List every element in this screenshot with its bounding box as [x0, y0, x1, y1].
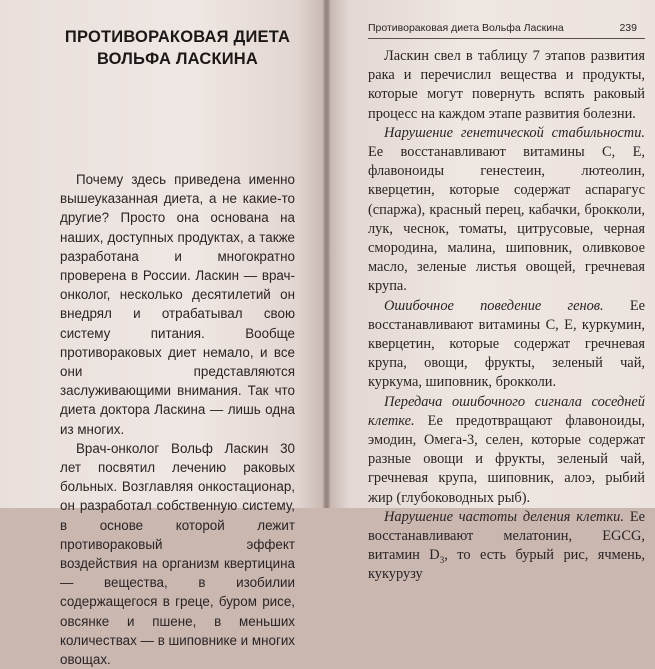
running-head — [368, 22, 645, 39]
stage-paragraph-1 — [368, 124, 645, 297]
running-head-title: Противораковая диета Вольфа Ласкина — [368, 22, 564, 34]
paragraph-1: Почему здесь приведена именно вышеуказанная диета, а не какие-то другие? Просто она основана на наших, доступных продуктах, а также разработана и многократно проверена в России. Ласкин — врач-онколог, несколько десятилетий он внедрял и отрабатывал свою систему питания. Вообще противораковых диет немало, и все они представляются заслуживающими внимания. Так что диета доктора Ласкина — лишь одна из многих. — [60, 172, 295, 437]
stage-paragraph-3 — [368, 393, 645, 508]
chapter-title-line-1: ПРОТИВОРАКОВАЯ ДИЕТА — [64, 28, 291, 46]
page-number: 239 — [619, 22, 637, 34]
book-gutter — [323, 0, 330, 508]
stage-text-3: Ее предотвращают флавоноиды, эмодин, Омега-3, селен, которые содержат разные овощи и фрукты, зеленый чай, гречневая крупа, шиповник, алоэ, рыбий жир (глубоководных рыб). — [368, 412, 645, 506]
right-page — [330, 0, 655, 583]
chapter-title — [60, 26, 295, 70]
stage-heading-4: Нарушение частоты деления клетки. — [384, 508, 624, 525]
left-page-body — [60, 170, 295, 669]
right-page-body — [368, 47, 645, 585]
stage-text-4-subscript: 3 — [439, 555, 445, 566]
stage-heading-3: Передача ошибочного сигнала соседней клетке. — [368, 393, 645, 429]
stage-text-4b: , то есть бурый рис, ячмень, кукурузу — [368, 547, 645, 583]
left-page — [0, 0, 323, 668]
stage-text-4a: Ее восстанавливают мелатонин, EGCG, витамин D — [368, 508, 645, 564]
paragraph-2: Врач-онколог Вольф Ласкин 30 лет посвятил лечению раковых больных. Возглавляя онкостационар, он разработал собственную систему, в основе которой лежит противораковый эффект воздействия на организм квертицина — вещества, в изобилии содержащегося в греце, буром рисе, овсянке и пшене, в меньших количествах — в шиповнике и многих овощах. — [60, 440, 295, 668]
stage-text-2: Ее восстанавливают витамины С, Е, куркумин, кверцетин, которые содержат гречневая крупа, овощи, фрукты, зеленый чай, куркума, шиповник, брокколи. — [368, 297, 645, 391]
stage-heading-1: Нарушение генетической стабильности. — [384, 124, 645, 141]
stage-paragraph-4 — [368, 508, 645, 585]
stage-paragraph-2 — [368, 297, 645, 393]
intro-paragraph: Ласкин свел в таблицу 7 этапов развития рака и перечислил вещества и продукты, которые могут повернуть вспять раковый процесс на каждом этапе развития болезни. — [368, 48, 645, 122]
stage-text-1: Ее восстанавливают витамины С, Е, флавоноиды генестеин, лютеолин, кверцетин, которые содержат аспарагус (спаржа), красный перец, кабачки, брокколи, лук, чеснок, томаты, цитрусовые, черная смородина, малина, шиповник, оливковое масло, зеленые листья овощей, гречневая крупа. — [368, 144, 645, 295]
chapter-title-line-2: ВОЛЬФА ЛАСКИНА — [96, 50, 259, 68]
stage-heading-2: Ошибочное поведение генов. — [384, 297, 604, 314]
